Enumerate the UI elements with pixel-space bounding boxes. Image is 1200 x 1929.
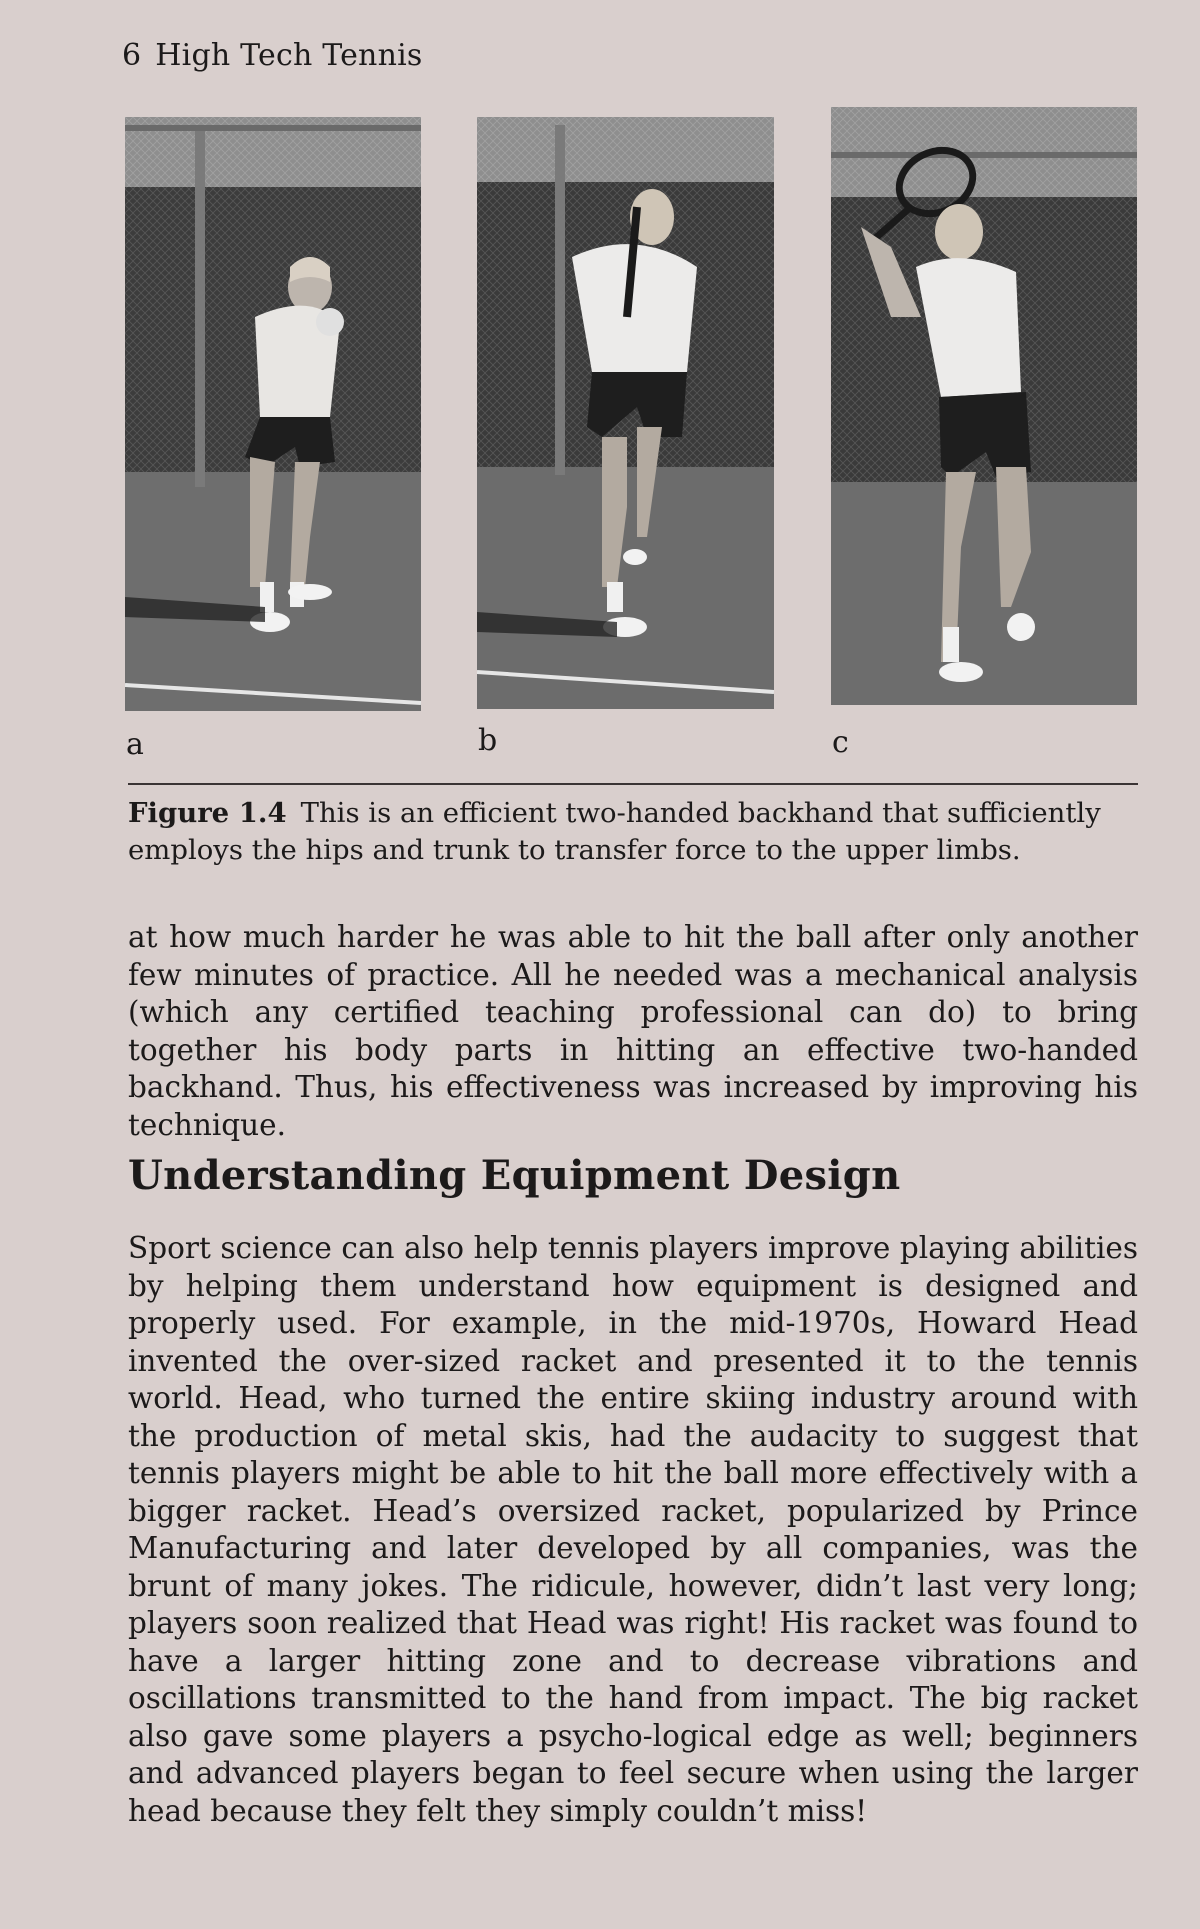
photo-panel-c xyxy=(831,107,1137,705)
caption-label: Figure 1.4 xyxy=(128,797,287,829)
figure-rule xyxy=(128,783,1138,785)
photo-b-image xyxy=(477,117,774,709)
photo-panel-a xyxy=(125,117,421,711)
running-head xyxy=(122,38,422,73)
panel-label-c: c xyxy=(832,725,849,760)
body-paragraph-1: at how much harder he was able to hit the ball after only another few minutes of practice. All he needed was a mechanical analysis (which any certified teaching professional can do) to bring together his body parts in hitting an effective two-handed backhand. Thus, his effectiveness was increased by improving his technique. xyxy=(128,920,1138,1142)
body-paragraph-2: Sport science can also help tennis players improve playing abilities by helping them understand how equipment is designed and properly used. For example, in the mid-1970s, Howard Head invented the over-sized racket and presented it to the tennis world. Head, who turned the entire skiing industry around with the production of metal skis, had the audacity to suggest that tennis players might be able to hit the ball more effectively with a bigger racket. Head’s oversized racket, popularized by Prince Manufacturing and later developed by all companies, was the brunt of many jokes. The ridicule, however, didn’t last very long; players soon realized that Head was right! His racket was found to have a larger hitting zone and to decrease vibrations and oscillations transmitted to the hand from impact. The big racket also gave some players a psycho-logical edge as well; beginners and advanced players began to feel secure when using the larger head because they felt they simply couldn’t miss! xyxy=(128,1231,1138,1828)
photo-a-image xyxy=(125,117,421,711)
photo-c-image xyxy=(831,107,1137,705)
figure-caption xyxy=(128,795,1138,869)
panel-label-b: b xyxy=(478,723,498,758)
section-heading: Understanding Equipment Design xyxy=(128,1152,901,1199)
caption-text: This is an efficient two-handed backhand that sufficiently employs the hips and trunk to transfer force to the upper limbs. xyxy=(128,797,1101,866)
page-number: 6 xyxy=(122,38,142,73)
panel-label-a: a xyxy=(126,727,144,762)
book-title: High Tech Tennis xyxy=(155,38,423,73)
photo-panel-b xyxy=(477,117,774,709)
